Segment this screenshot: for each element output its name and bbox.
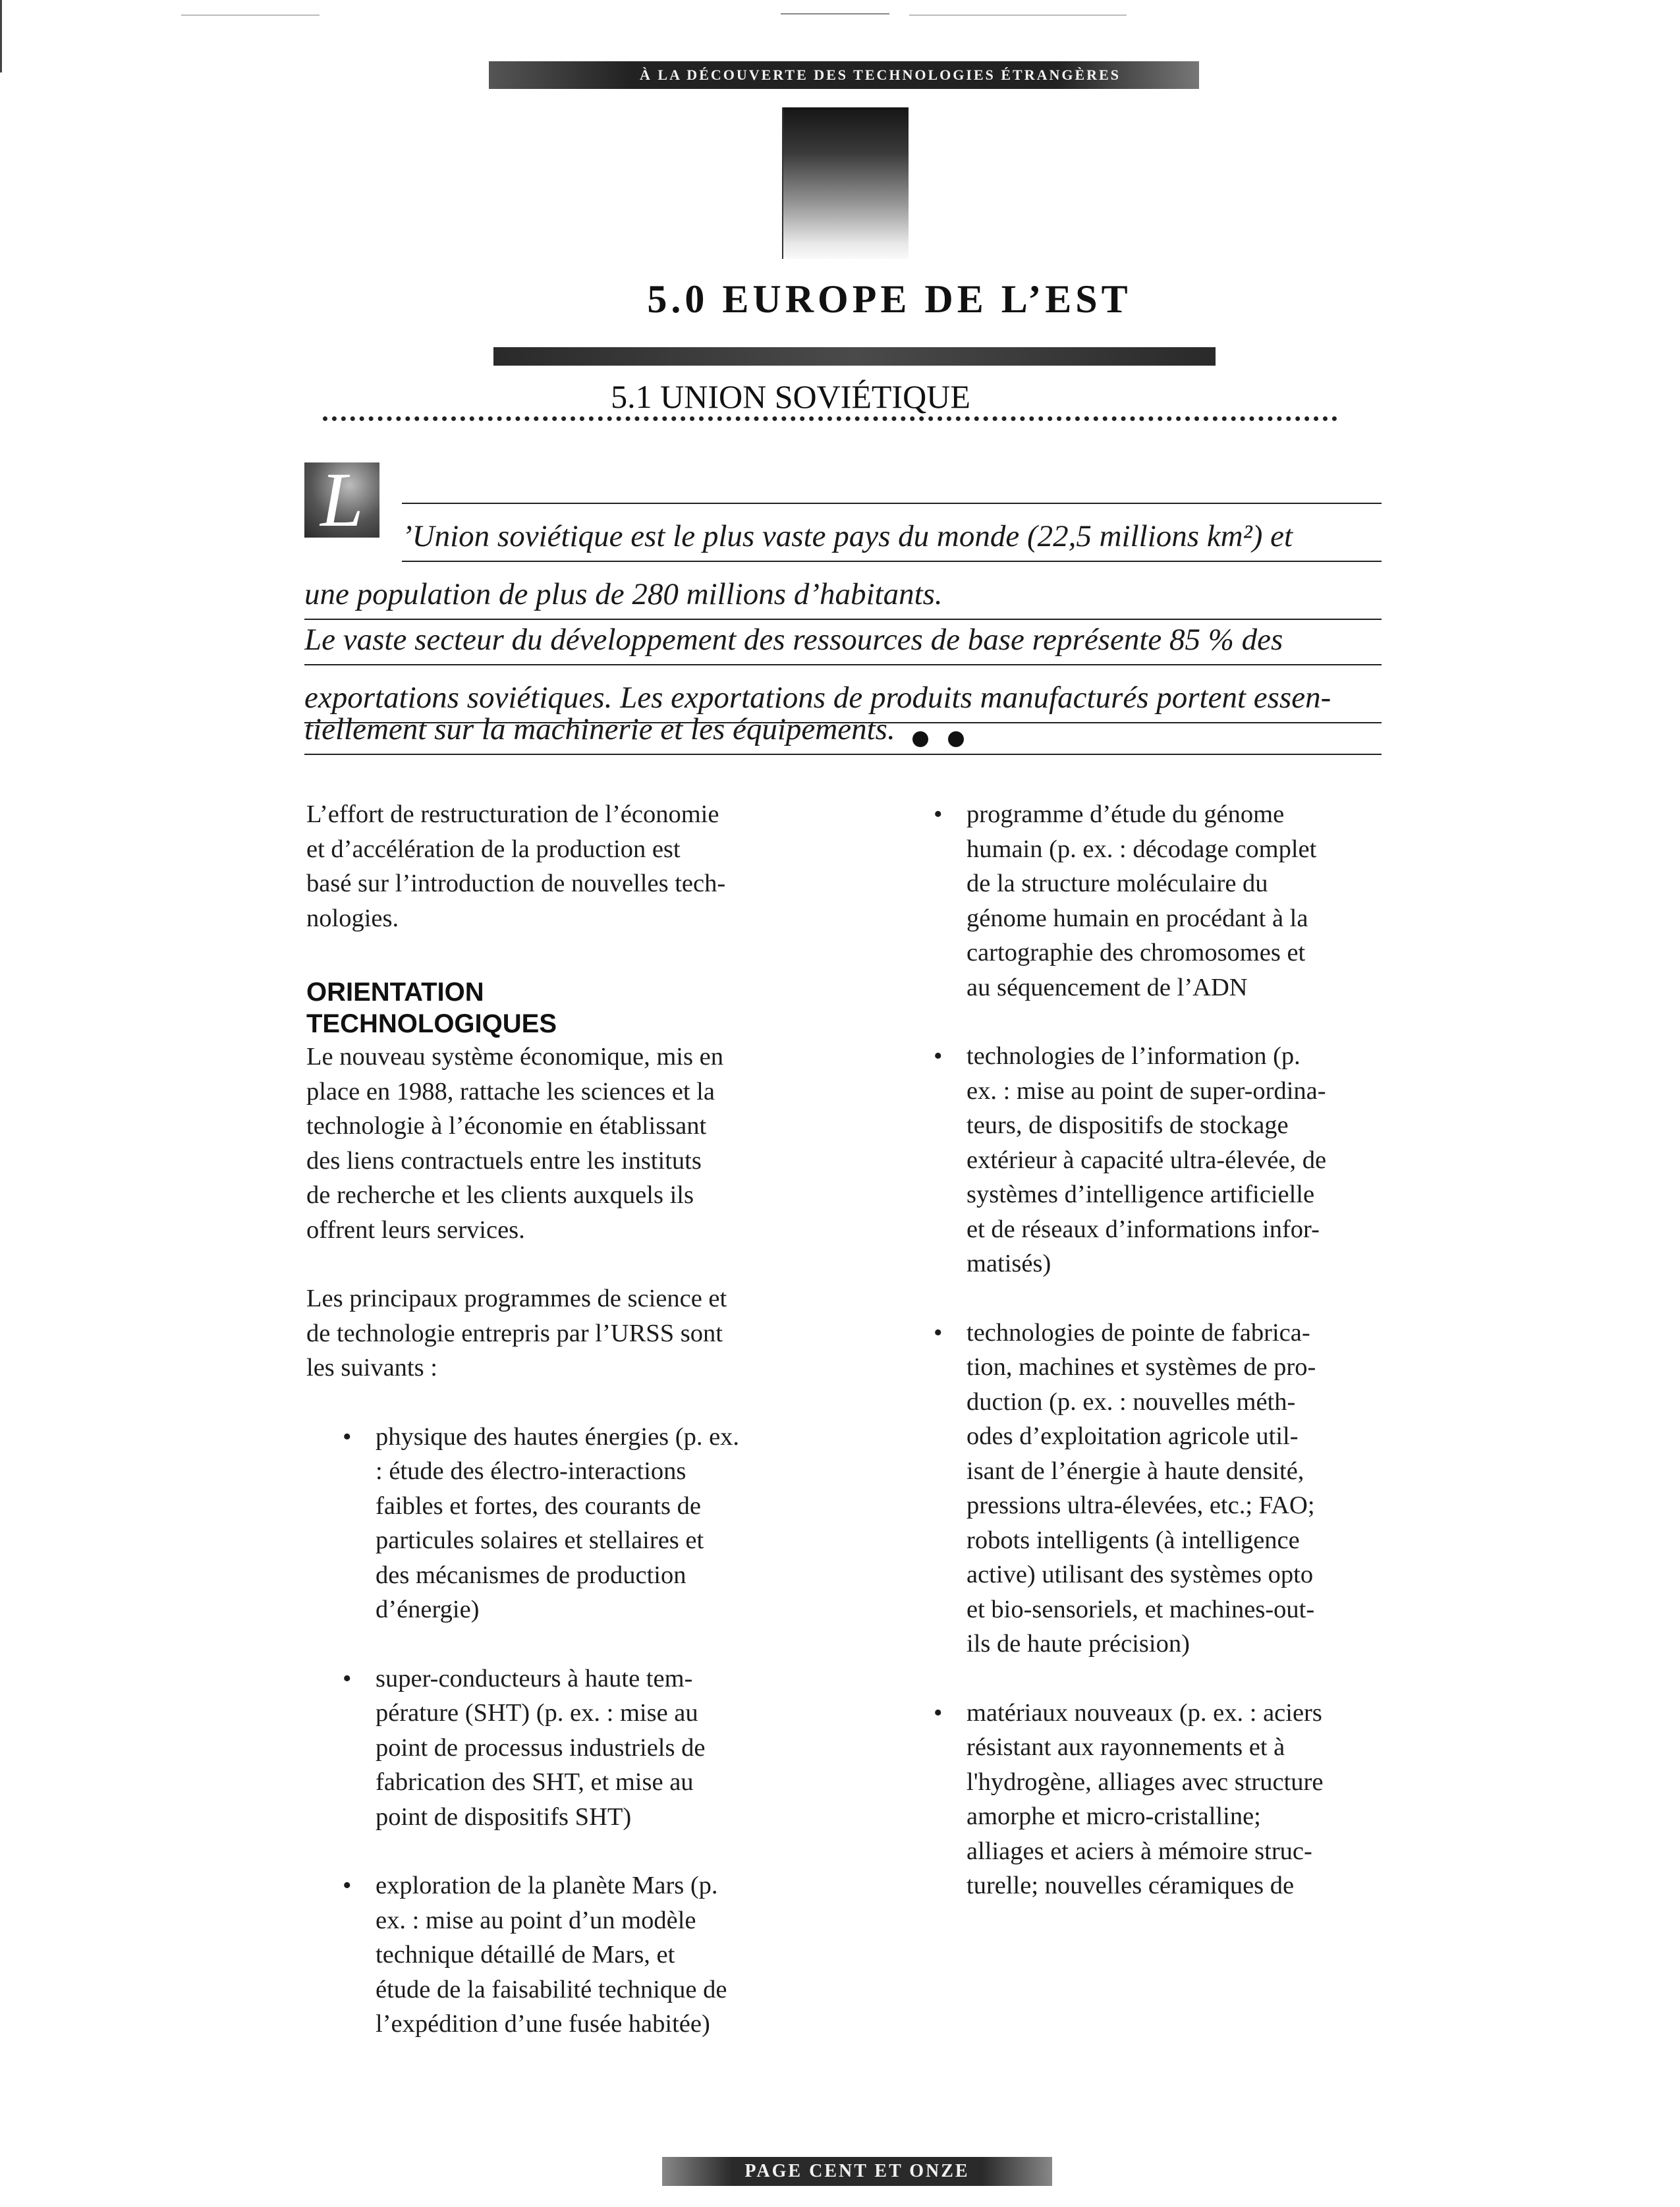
paragraph: Les principaux programmes de science et de technologie entrepris par l’URSS sont les suivants :: [306, 1285, 727, 1382]
list-item: • matériaux nouveaux (p. ex. : aciers résistant aux rayonnements et à l'hydrogène, alliages avec structure amorphe et micro-cristalline; alliages et aciers à mémoire struc- turelle; nouvelles céramiques de: [966, 1696, 1395, 1903]
section-subtitle: 5.1 UNION SOVIÉTIQUE: [611, 378, 970, 415]
drop-cap: L: [304, 462, 379, 538]
paragraph: L’effort de restructuration de l’économie et d’accélération de la production est basé sur l’introduction de nouvelles tech- nologies.: [306, 800, 726, 932]
intro-line: ’Union soviétique est le plus vaste pays du monde (22,5 millions km²) et: [402, 504, 1382, 562]
intro-line: tiellement sur la machinerie et les équipements.: [304, 702, 1382, 755]
bullet-icon: •: [934, 1042, 943, 1070]
chapter-title: 5.0 EUROPE DE L’EST: [647, 277, 1132, 321]
page-number-label: PAGE CENT ET ONZE: [744, 2161, 970, 2181]
scan-mark: [181, 14, 320, 16]
scan-mark: [909, 14, 1127, 16]
list-item: • technologies de pointe de fabrica- tion, machines et systèmes de pro- duction (p. ex. : nouvelles méth- odes d’exploitation agricole util- isant de l’énergie à haute densité, pressions ultra-élevées, etc.; FAO; robots intelligents (à intelligence active) utilisant des systèmes opto et bio-sensoriels, et machines-out- ils de haute précision): [966, 1316, 1395, 1662]
intro-line: exportations soviétiques. Les exportations de produits manufacturés portent essen-: [304, 665, 1382, 723]
list-item: • super-conducteurs à haute tem- pérature (SHT) (p. ex. : mise au point de processus industriels de fabrication des SHT, et mise au point de dispositifs SHT): [376, 1662, 814, 1835]
page-footer: [662, 2157, 1052, 2186]
list-item: • physique des hautes énergies (p. ex. : étude des électro-interactions faibles et fortes, des courants de particules solaires et stellaires et des mécanismes de production d’énergie): [376, 1420, 814, 1627]
running-header: [489, 61, 1199, 89]
running-header-text: À LA DÉCOUVERTE DES TECHNOLOGIES ÉTRANGÈRES: [640, 67, 1121, 83]
paragraph: Le nouveau système économique, mis en place en 1988, rattache les sciences et la technologie à l’économie en établissant des liens contractuels entre les instituts de recherche et les clients auxquels ils offrent leurs services.: [306, 1043, 723, 1244]
intro-line: une population de plus de 280 millions d’habitants.: [304, 562, 1382, 620]
scan-mark: [781, 13, 889, 14]
title-rule: [493, 347, 1216, 366]
bullet-icon: •: [343, 1422, 352, 1451]
bullet-icon: •: [343, 1664, 352, 1692]
list-item: • programme d’étude du génome humain (p. ex. : décodage complet de la structure moléculaire du génome humain en procédant à la cartographie des chromosomes et au séquencement de l’ADN: [966, 797, 1395, 1005]
bullet-icon: •: [343, 1872, 352, 1899]
list-item: • exploration de la planète Mars (p. ex. : mise au point d’un modèle technique détaillé de Mars, et étude de la faisabilité technique de l’expédition d’une fusée habitée): [376, 1868, 814, 2042]
section-heading: ORIENTATION TECHNOLOGIQUES: [306, 978, 557, 1038]
scan-edge: [0, 0, 2, 72]
right-column: [934, 797, 1395, 1903]
intro-line: Le vaste secteur du développement des ressources de base représente 85 % des: [304, 607, 1382, 665]
decorative-gradient-block: [782, 107, 909, 259]
dotted-divider: [323, 416, 1337, 421]
bullet-icon: •: [934, 800, 943, 828]
end-mark-icon: [912, 731, 964, 747]
bullet-icon: •: [934, 1318, 943, 1347]
list-item: • technologies de l’information (p. ex. : mise au point de super-ordina- teurs, de dispositifs de stockage extérieur à capacité ultra-élevée, de systèmes d’intelligence artificielle et de réseaux d’informations infor- matisés): [966, 1039, 1395, 1281]
left-column: [306, 797, 814, 2042]
bullet-icon: •: [934, 1698, 943, 1727]
